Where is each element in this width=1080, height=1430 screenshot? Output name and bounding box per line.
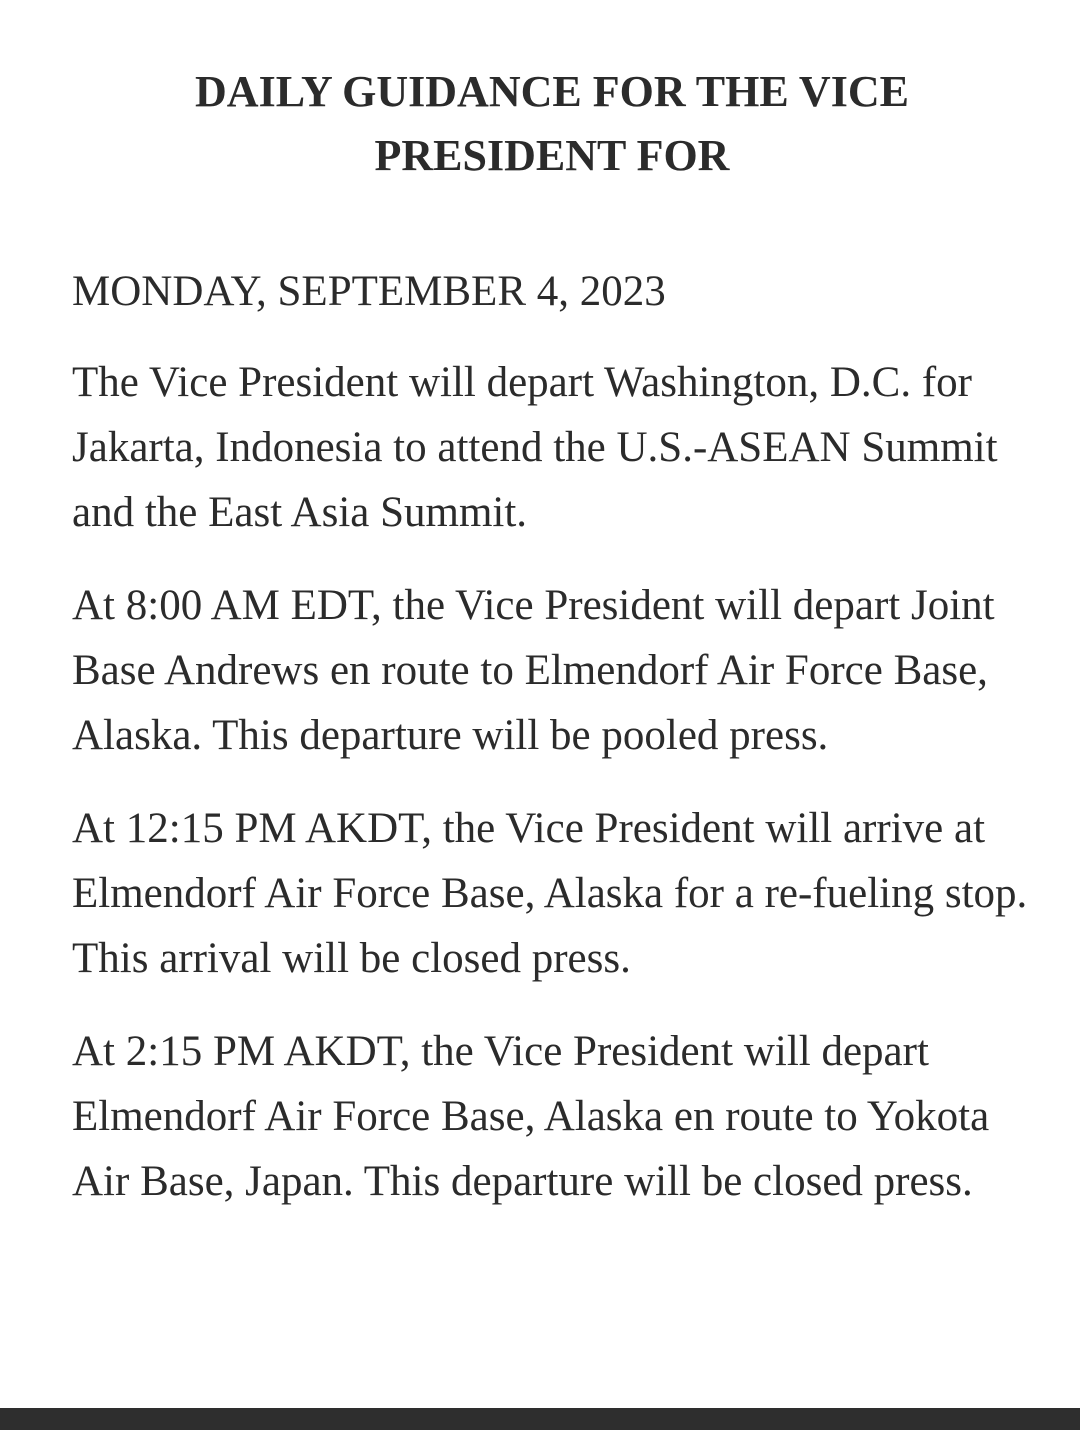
paragraph-departure-elmendorf: At 2:15 PM AKDT, the Vice President will depart Elmendorf Air Force Base, Alaska en route to Yokota Air Base, Japan. This departure will be closed press. <box>72 1028 990 1205</box>
paragraph-overview: The Vice President will depart Washington, D.C. for Jakarta, Indonesia to attend the U.S.-ASEAN Summit and the East Asia Summit. <box>72 359 998 536</box>
document-body <box>72 60 1032 1242</box>
document-title: DAILY GUIDANCE FOR THE VICE PRESIDENT FOR <box>195 67 909 180</box>
bottom-bar <box>0 1408 1080 1430</box>
paragraph-departure-andrews: At 8:00 AM EDT, the Vice President will depart Joint Base Andrews en route to Elmendorf Air Force Base, Alaska. This departure will be pooled press. <box>72 582 995 759</box>
schedule-date: MONDAY, SEPTEMBER 4, 2023 <box>72 268 666 315</box>
paragraph-arrival-elmendorf: At 12:15 PM AKDT, the Vice President will arrive at Elmendorf Air Force Base, Alaska for a re-fueling stop. This arrival will be closed press. <box>72 805 1028 982</box>
